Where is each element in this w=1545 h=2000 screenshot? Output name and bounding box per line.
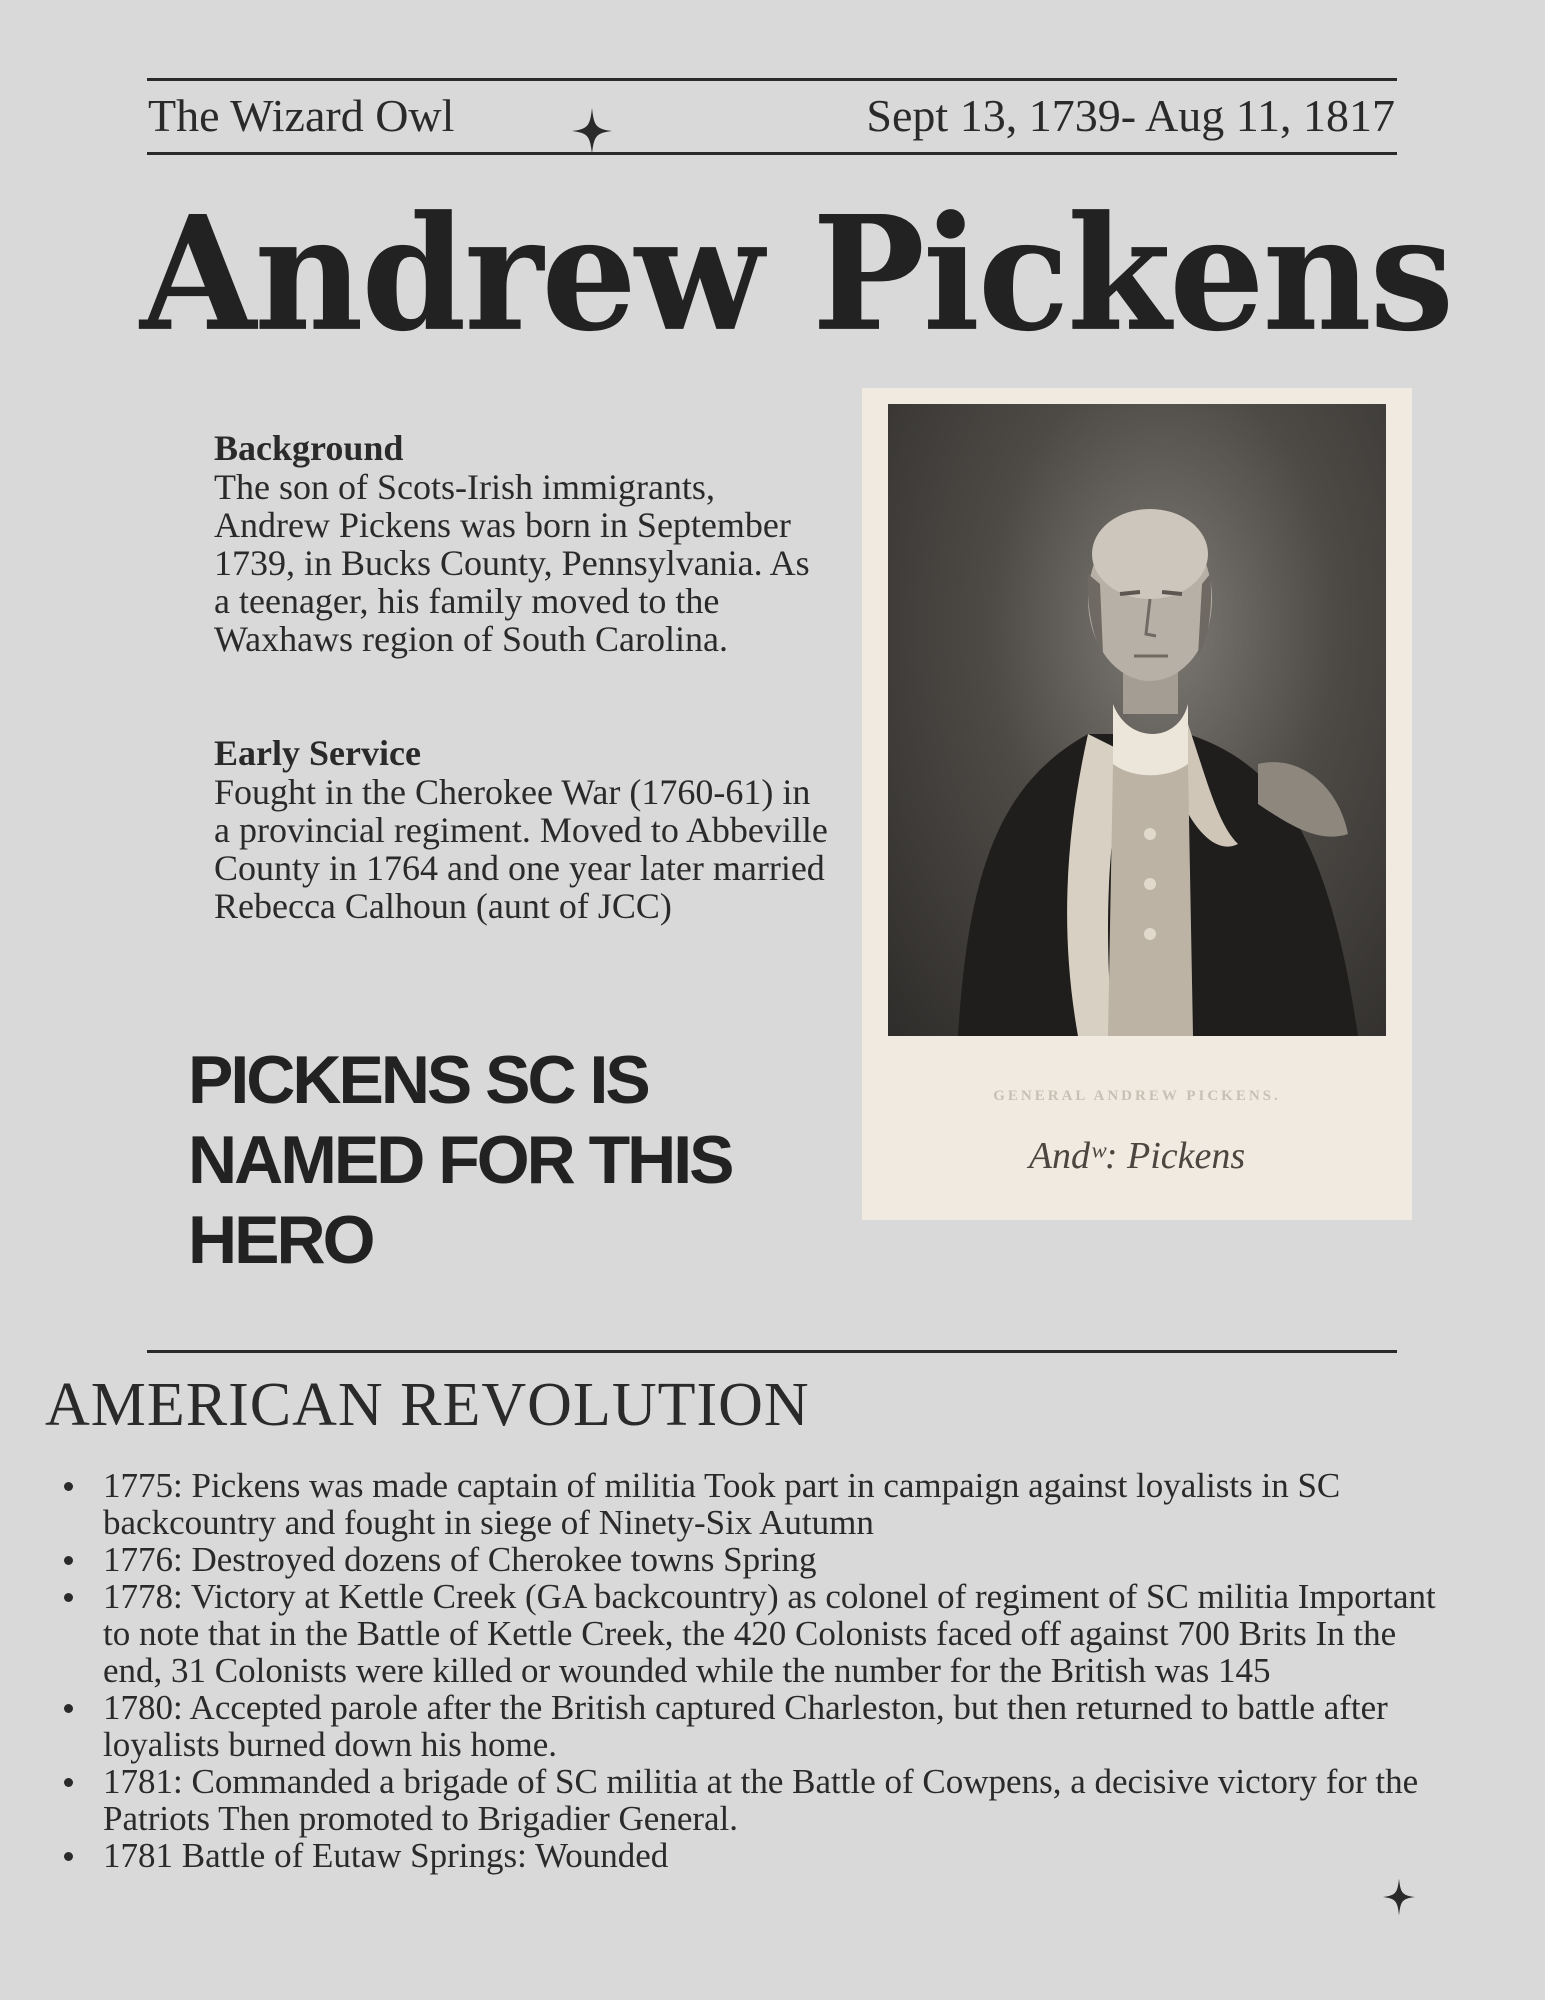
publication-name: The Wizard Owl bbox=[148, 90, 455, 141]
early-service-section bbox=[214, 733, 834, 925]
portrait-image bbox=[888, 404, 1386, 1036]
list-item: 1780: Accepted parole after the British captured Charleston, but then returned to battle after loyalists burned down his home. bbox=[50, 1689, 1450, 1763]
section-divider bbox=[147, 1350, 1397, 1353]
page-title: Andrew Pickens bbox=[140, 181, 1453, 367]
list-item: 1775: Pickens was made captain of militia Took part in campaign against loyalists in SC backcountry and fought in siege of Ninety-Six Autumn bbox=[50, 1467, 1450, 1541]
callout-text: PICKENS SC IS NAMED FOR THIS HERO bbox=[188, 1042, 732, 1278]
list-item: 1781: Commanded a brigade of SC militia at the Battle of Cowpens, a decisive victory for the Patriots Then promoted to Brigadier General. bbox=[50, 1763, 1450, 1837]
background-heading: Background bbox=[214, 428, 404, 468]
list-item: 1776: Destroyed dozens of Cherokee towns Spring bbox=[50, 1541, 1450, 1578]
early-service-text: Fought in the Cherokee War (1760-61) in a provincial regiment. Moved to Abbeville County in 1764 and one year later married Rebecca Calhoun (aunt of JCC) bbox=[214, 772, 828, 926]
portrait-figure bbox=[888, 404, 1386, 1036]
revolution-list bbox=[50, 1467, 1450, 1874]
sparkle-icon bbox=[572, 108, 612, 154]
life-dates: Sept 13, 1739- Aug 11, 1817 bbox=[866, 90, 1395, 141]
list-item: 1781 Battle of Eutaw Springs: Wounded bbox=[50, 1837, 1450, 1874]
background-section bbox=[214, 428, 834, 658]
early-service-heading: Early Service bbox=[214, 733, 421, 773]
portrait-engraving bbox=[862, 388, 1412, 1220]
top-rule bbox=[147, 78, 1397, 81]
sparkle-icon bbox=[1383, 1878, 1415, 1916]
portrait-signature: Andʷ: Pickens bbox=[1028, 1135, 1246, 1177]
revolution-heading: AMERICAN REVOLUTION bbox=[45, 1371, 810, 1439]
portrait-caption: GENERAL ANDREW PICKENS. bbox=[993, 1088, 1281, 1104]
masthead-bottom-rule bbox=[147, 152, 1397, 155]
background-text: The son of Scots-Irish immigrants, Andrew Pickens was born in September 1739, in Bucks County, Pennsylvania. As a teenager, his family moved to the Waxhaws region of South Carolina. bbox=[214, 467, 810, 659]
list-item: 1778: Victory at Kettle Creek (GA backcountry) as colonel of regiment of SC militia Important to note that in the Battle of Kettle Creek, the 420 Colonists faced off against 700 Brits In the end, 31 Colonists were killed or wounded while the number for the British was 145 bbox=[50, 1578, 1450, 1689]
